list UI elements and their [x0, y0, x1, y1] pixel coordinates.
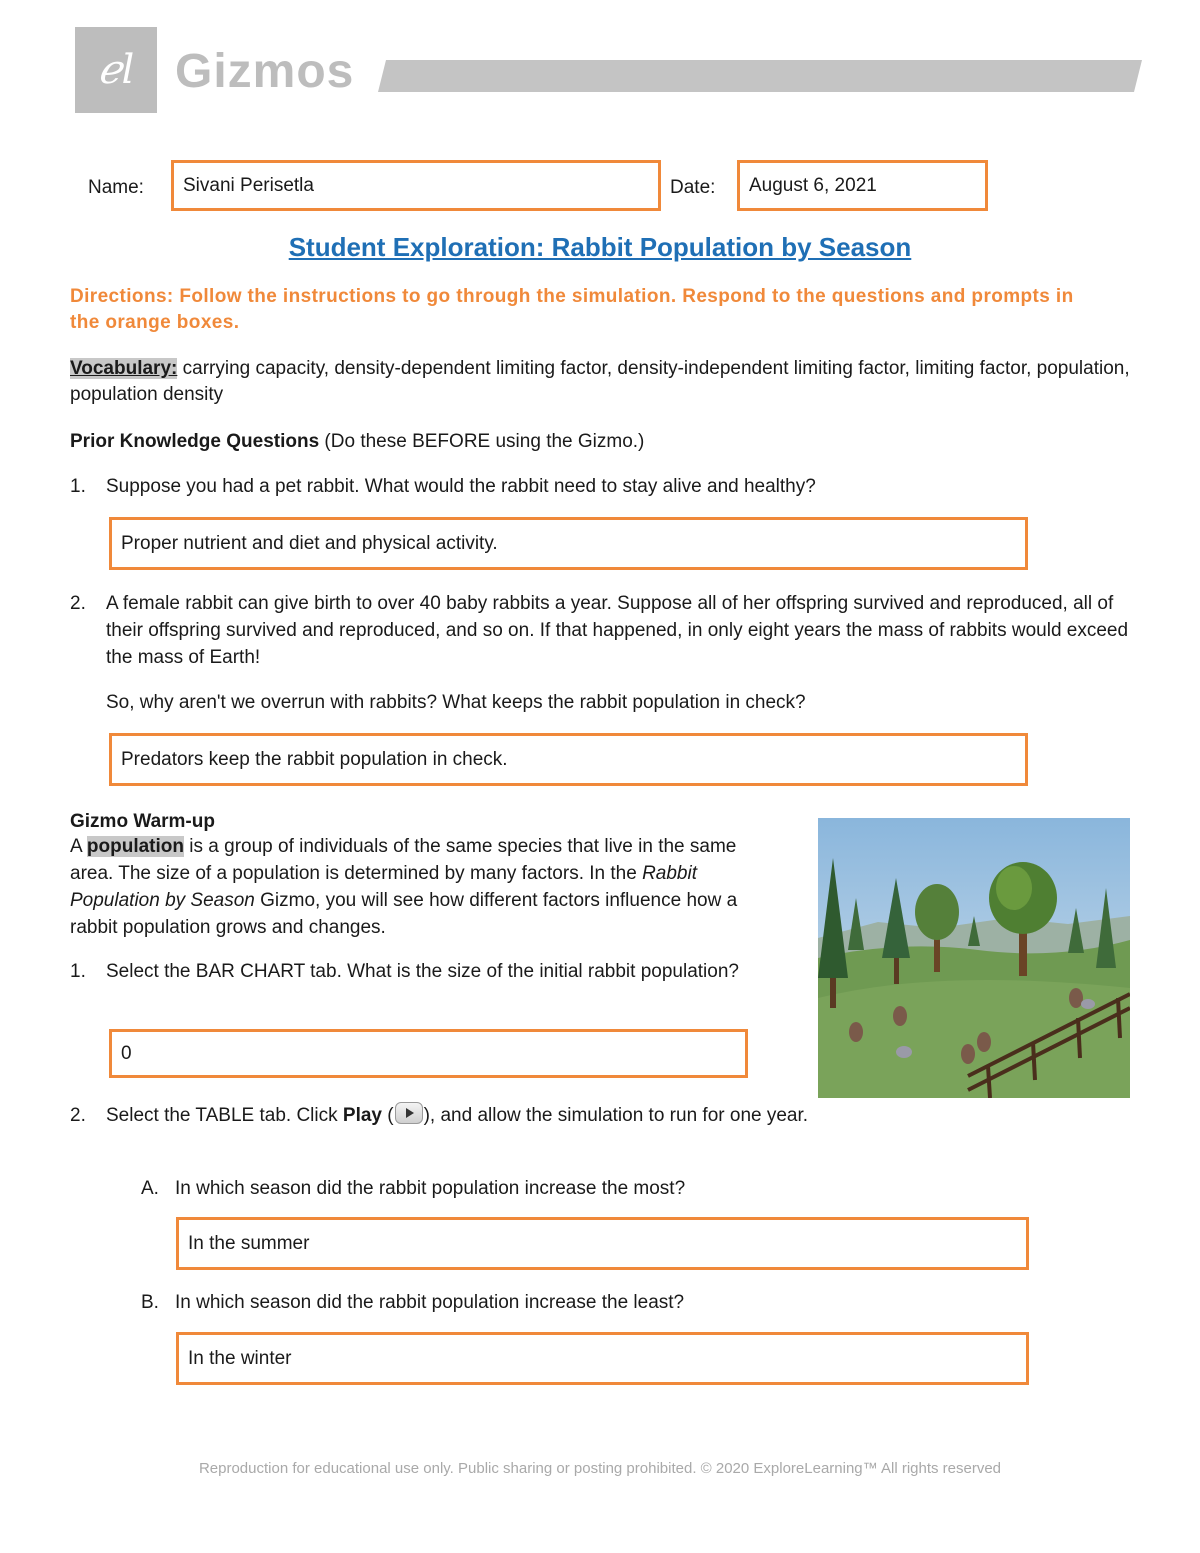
warmup-a1-text: 0 — [121, 1042, 132, 1064]
prior-q1-text: Suppose you had a pet rabbit. What would the rabbit need to stay alive and healthy? — [106, 476, 816, 497]
prior-q2-followup: So, why aren't we overrun with rabbits? What keeps the rabbit population in check? — [106, 692, 806, 713]
prior-a1-text: Proper nutrient and diet and physical activity. — [121, 532, 498, 554]
directions: Directions: Follow the instructions to go through the simulation. Respond to the questions and prompts in the orange boxes. — [70, 286, 1074, 333]
prior-a2-text: Predators keep the rabbit population in check. — [121, 748, 508, 770]
vocabulary-label: Vocabulary: — [70, 358, 178, 379]
prior-heading: Prior Knowledge Questions — [70, 431, 320, 452]
vocabulary-text: carrying capacity, density-dependent limiting factor, density-independent limiting factor, limiting factor, population, population density — [70, 358, 1130, 405]
prior-q2-text: A female rabbit can give birth to over 40 baby rabbits a year. Suppose all of her offspring survived and reproduced, all of their offspring survived and reproduced, and so on. If that happened, in only eight years the mass of rabbits would exceed the mass of Earth! — [106, 593, 1129, 668]
header-bar — [378, 60, 1142, 92]
gizmo-title-italic: Rabbit Population by Season — [70, 863, 697, 911]
warmup-q2-a: Select the TABLE tab. Click — [106, 1105, 343, 1126]
warmup-q1-text: Select the BAR CHART tab. What is the size of the initial rabbit population? — [106, 961, 739, 982]
warmup-q1-number: 1. — [70, 961, 86, 982]
name-field[interactable] — [171, 160, 661, 211]
warmup-paragraph — [70, 833, 760, 941]
vocabulary — [70, 356, 1130, 408]
play-icon — [395, 1102, 423, 1124]
warmup-qa-letter: A. — [141, 1178, 159, 1199]
gizmos-brand: Gizmos — [175, 45, 355, 98]
date-label: Date: — [670, 177, 716, 198]
warmup-qb-text: In which season did the rabbit population increase the least? — [175, 1292, 685, 1313]
warmup-q2-text — [106, 1102, 826, 1129]
page-title: Student Exploration: Rabbit Population by Season — [288, 232, 912, 262]
warmup-ab-text: In the winter — [188, 1347, 292, 1369]
prior-knowledge-heading — [70, 428, 644, 455]
warmup-aa-text: In the summer — [188, 1232, 310, 1254]
play-word: Play — [342, 1105, 382, 1126]
prior-a1-box[interactable] — [109, 517, 1028, 570]
explorelearning-logo: ℯl — [75, 27, 157, 113]
prior-heading-note: (Do these BEFORE using the Gizmo.) — [319, 431, 645, 452]
population-term: population — [86, 836, 184, 857]
warmup-qb-letter: B. — [141, 1292, 159, 1313]
warmup-p-c: Gizmo, you will see how different factors influence how a rabbit population grows and changes. — [70, 890, 738, 938]
date-field[interactable] — [737, 160, 988, 211]
prior-q1-number: 1. — [70, 476, 86, 497]
prior-a2-box[interactable] — [109, 733, 1028, 786]
date-value: August 6, 2021 — [749, 174, 877, 196]
warmup-q2-c: ), and allow the simulation to run for one year. — [423, 1105, 809, 1126]
footer-copyright: Reproduction for educational use only. Public sharing or posting prohibited. © 2020 ExploreLearning™ All rights reserved — [198, 1460, 1002, 1477]
warmup-q2-b: ( — [382, 1105, 394, 1126]
warmup-heading: Gizmo Warm-up — [70, 811, 215, 832]
warmup-qa-text: In which season did the rabbit population increase the most? — [175, 1178, 686, 1199]
warmup-a1-box[interactable] — [109, 1029, 748, 1078]
name-label: Name: — [88, 177, 144, 198]
warmup-p-a: A — [70, 836, 87, 857]
warmup-aa-box[interactable] — [176, 1217, 1029, 1270]
warmup-ab-box[interactable] — [176, 1332, 1029, 1385]
warmup-q2-number: 2. — [70, 1105, 86, 1126]
rabbit-scene-image — [818, 818, 1130, 1098]
name-value: Sivani Perisetla — [183, 174, 314, 196]
warmup-p-b: is a group of individuals of the same species that live in the same area. The size of a population is determined by many factors. In the — [70, 836, 737, 884]
prior-q2-number: 2. — [70, 593, 86, 614]
